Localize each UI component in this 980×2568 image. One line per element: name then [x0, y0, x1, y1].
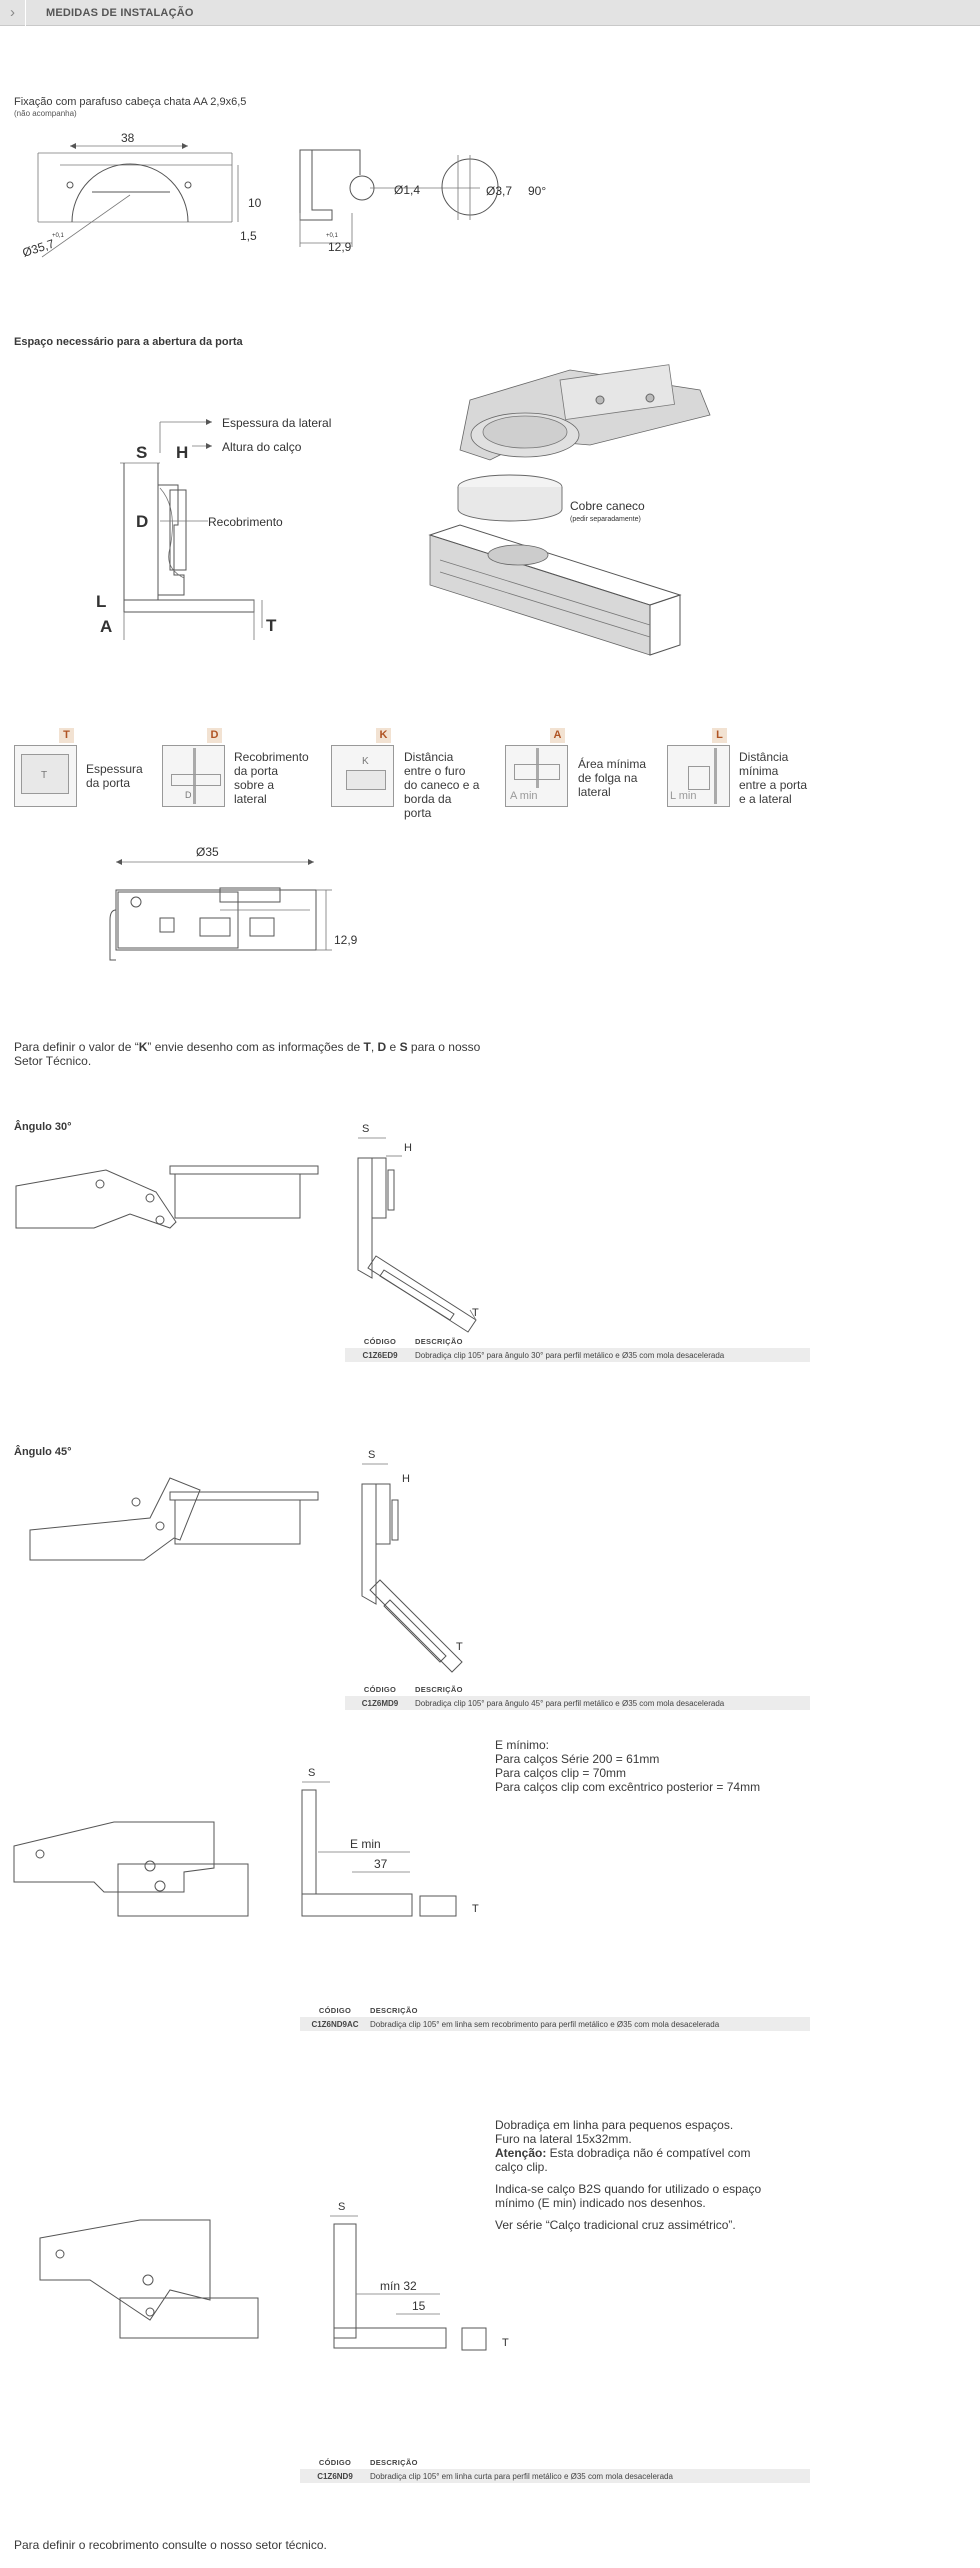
legend-diagram-A: A min [505, 745, 568, 807]
product-code: C1Z6ND9 [317, 2471, 353, 2481]
angle30-H: H [404, 1142, 412, 1154]
label-H: H [176, 443, 189, 462]
product-code: C1Z6MD9 [361, 1698, 399, 1708]
legend-diagram-T: T [14, 745, 77, 807]
legend-diagram-L: L min [667, 745, 730, 807]
table-row [345, 1696, 810, 1710]
dim-38: 38 [121, 131, 135, 145]
label-S: S [136, 443, 148, 462]
table-row [300, 2469, 810, 2483]
inline-emin: E min [350, 1837, 381, 1851]
emin-notes: E mínimo: Para calços Série 200 = 61mm Para calços clip = 70mm Para calços clip com excêntrico posterior = 74mm [495, 1738, 761, 1794]
angle30-table [345, 1334, 810, 1362]
angle30-drawing [0, 1120, 500, 1320]
dim-90deg: 90° [528, 184, 547, 198]
fixing-note: (não acompanha) [14, 109, 77, 118]
inline-S: S [308, 1767, 316, 1779]
angle45-S: S [368, 1449, 376, 1461]
inline-T: T [472, 1903, 479, 1915]
dim-12-9: 12,9 [328, 240, 352, 254]
small-min32: mín 32 [380, 2279, 417, 2293]
inline-drawing [0, 1760, 500, 1930]
k-note: Para definir o valor de “K” envie desenho com as informações de T, D e S para o nosso Setor Técnico. [14, 1040, 481, 1068]
small-drawing [0, 2190, 520, 2370]
legend-text-D: Recobrimento da porta sobre a lateral [234, 750, 309, 806]
angle30-T: T [472, 1307, 479, 1319]
label-L: L [96, 592, 107, 611]
legend-text-T: Espessura da porta [86, 762, 143, 790]
label-recobrimento: Recobrimento [208, 515, 283, 529]
small-notes: Dobradiça em linha para pequenos espaços. Furo na lateral 15x32mm. Atenção: Esta dobradiça não é compatível com calço clip. Indica-se calço B2S quando for utilizado o espaço mínimo (E min) indicado nos desenhos. Ver série “Calço tradicional cruz assimétrico”. [495, 2118, 762, 2232]
legend-text-L: Distância mínima entre a porta e a lateral [739, 750, 808, 806]
small-table [300, 2455, 810, 2483]
legend-key-L: L [712, 728, 727, 743]
dim-35-7-tol: +0,1 [52, 233, 64, 239]
label-D: D [136, 512, 149, 531]
fixing-title: Fixação com parafuso cabeça chata AA 2,9x6,5 [14, 96, 247, 108]
label-T: T [266, 616, 277, 635]
small-S: S [338, 2201, 346, 2213]
col-codigo: CÓDIGO [318, 2005, 352, 2015]
legend-diagram-D: D [162, 745, 225, 807]
opening-title: Espaço necessário para a abertura da porta [14, 336, 243, 348]
legend-key-T: T [59, 728, 74, 743]
legend-key-A: A [550, 728, 565, 743]
col-codigo: CÓDIGO [318, 2457, 352, 2467]
table-row [345, 1348, 810, 1362]
col-descricao: DESCRIÇÃO [370, 2457, 418, 2467]
angle45-table [345, 1682, 810, 1710]
col-codigo: CÓDIGO [363, 1684, 397, 1694]
angle45-T: T [456, 1641, 463, 1653]
footer-note: Para definir o recobrimento consulte o nosso setor técnico. [14, 2538, 327, 2552]
label-espessura-lateral: Espessura da lateral [222, 416, 332, 430]
fixing-drawing [0, 125, 560, 275]
angle45-H: H [402, 1473, 410, 1485]
product-desc: Dobradiça clip 105° em linha sem recobrimento para perfil metálico e Ø35 com mola desacelerada [370, 2019, 720, 2029]
dim-d1-4: Ø1,4 [394, 183, 421, 197]
label-altura-calco: Altura do calço [222, 440, 302, 454]
hinge-bottom-view [100, 840, 420, 980]
dim-1-5: 1,5 [240, 229, 257, 243]
legend-key-D: D [207, 728, 222, 743]
small-15: 15 [412, 2299, 426, 2313]
product-desc: Dobradiça clip 105° para ângulo 45° para perfil metálico e Ø35 com mola desacelerada [415, 1698, 725, 1708]
angle45-title: Ângulo 45° [14, 1446, 72, 1458]
small-T: T [502, 2337, 509, 2349]
legend-text-K: Distância entre o furo do caneco e a borda da porta [404, 750, 480, 820]
col-descricao: DESCRIÇÃO [370, 2005, 418, 2015]
product-code: C1Z6ED9 [362, 1350, 398, 1360]
product-desc: Dobradiça clip 105° em linha curta para perfil metálico e Ø35 com mola desacelerada [370, 2471, 673, 2481]
label-cobre-caneco: Cobre caneco [570, 499, 645, 513]
legend-diagram-K: K [331, 745, 394, 807]
inline-table [300, 2003, 810, 2031]
col-descricao: DESCRIÇÃO [415, 1336, 463, 1346]
product-desc: Dobradiça clip 105° para ângulo 30° para perfil metálico e Ø35 com mola desacelerada [415, 1350, 725, 1360]
dim-d3-7: Ø3,7 [486, 184, 513, 198]
section-header[interactable] [0, 0, 980, 26]
opening-drawing [0, 360, 700, 660]
legend-text-A: Área mínima de folga na lateral [578, 757, 647, 799]
chevron-right-icon[interactable]: › [0, 0, 26, 26]
dim-10: 10 [248, 196, 262, 210]
col-descricao: DESCRIÇÃO [415, 1684, 463, 1694]
dim-35-7: Ø35,7 [20, 236, 57, 260]
dim-12-9-bottom: 12,9 [334, 933, 358, 947]
section-title: MEDIDAS DE INSTALAÇÃO [46, 7, 194, 19]
angle45-drawing [0, 1440, 500, 1653]
dim-d35: Ø35 [196, 845, 219, 859]
label-pedir-separadamente: (pedir separadamente) [570, 516, 641, 523]
legend-key-K: K [376, 728, 391, 743]
angle30-title: Ângulo 30° [14, 1121, 72, 1133]
inline-37: 37 [374, 1857, 388, 1871]
product-code: C1Z6ND9AC [311, 2019, 359, 2029]
table-row [300, 2017, 810, 2031]
label-A: A [100, 617, 113, 636]
angle30-S: S [362, 1123, 370, 1135]
dim-12-9-tol: +0,1 [326, 233, 338, 239]
col-codigo: CÓDIGO [363, 1336, 397, 1346]
